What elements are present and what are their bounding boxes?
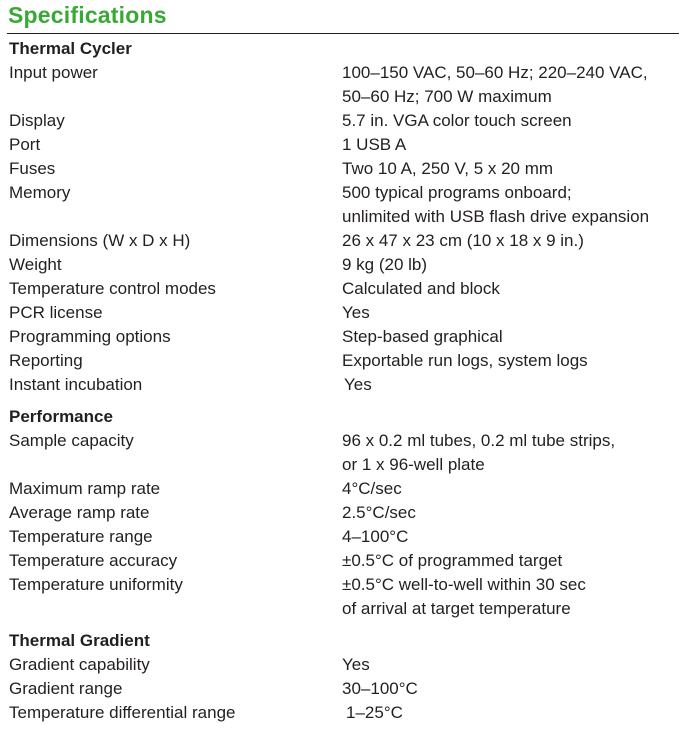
spec-label: Weight bbox=[9, 255, 62, 274]
title-divider bbox=[7, 33, 679, 34]
spec-label: Sample capacity bbox=[9, 431, 134, 450]
spec-label: Temperature differential range bbox=[9, 703, 236, 722]
spec-value-line: 9 kg (20 lb) bbox=[342, 255, 428, 274]
spec-value bbox=[342, 157, 553, 181]
spec-value-line: Yes bbox=[344, 375, 372, 394]
spec-label: Display bbox=[9, 111, 65, 130]
spec-value bbox=[342, 301, 370, 325]
spec-value bbox=[342, 429, 615, 477]
spec-label: Temperature control modes bbox=[9, 279, 216, 298]
spec-label: Dimensions (W x D x H) bbox=[9, 231, 191, 250]
spec-value-line: ±0.5°C of programmed target bbox=[342, 551, 563, 570]
spec-value-line: 30–100°C bbox=[342, 679, 418, 698]
spec-value bbox=[342, 549, 562, 573]
section-heading-thermal-gradient: Thermal Gradient bbox=[9, 631, 150, 650]
spec-value bbox=[344, 373, 372, 397]
spec-label: Reporting bbox=[9, 351, 83, 370]
spec-value-line: Calculated and block bbox=[342, 279, 500, 298]
spec-value-line: of arrival at target temperature bbox=[342, 599, 571, 618]
spec-value bbox=[342, 677, 418, 701]
page-title: Specifications bbox=[8, 2, 167, 28]
spec-value-line: Step-based graphical bbox=[342, 327, 503, 346]
spec-value bbox=[342, 525, 408, 549]
spec-value bbox=[342, 253, 427, 277]
spec-value bbox=[342, 181, 649, 229]
spec-value bbox=[342, 277, 500, 301]
spec-label: Temperature accuracy bbox=[9, 551, 178, 570]
spec-value-line: 1 USB A bbox=[342, 135, 407, 154]
spec-label: Programming options bbox=[9, 327, 171, 346]
spec-label: Maximum ramp rate bbox=[9, 479, 161, 498]
spec-label: Fuses bbox=[9, 159, 56, 178]
spec-label: PCR license bbox=[9, 303, 103, 322]
spec-label: Gradient range bbox=[9, 679, 123, 698]
spec-value bbox=[342, 653, 370, 677]
spec-value-line: unlimited with USB flash drive expansion bbox=[342, 207, 650, 226]
spec-value-line: 4–100°C bbox=[342, 527, 409, 546]
spec-value-line: Two 10 A, 250 V, 5 x 20 mm bbox=[342, 159, 554, 178]
spec-value-line: Yes bbox=[342, 303, 370, 322]
spec-value-line: 5.7 in. VGA color touch screen bbox=[342, 111, 572, 130]
section-heading-performance: Performance bbox=[9, 407, 113, 426]
spec-value-line: ±0.5°C well-to-well within 30 sec bbox=[342, 575, 586, 594]
spec-value bbox=[342, 349, 588, 373]
spec-value bbox=[346, 701, 403, 725]
spec-label: Temperature uniformity bbox=[9, 575, 183, 594]
spec-value bbox=[342, 573, 586, 621]
spec-value-line: 4°C/sec bbox=[342, 479, 402, 498]
spec-value-line: 2.5°C/sec bbox=[342, 503, 416, 522]
spec-label: Average ramp rate bbox=[9, 503, 150, 522]
spec-label: Port bbox=[9, 135, 41, 154]
spec-value-line: or 1 x 96-well plate bbox=[342, 455, 485, 474]
spec-label: Gradient capability bbox=[9, 655, 150, 674]
spec-value bbox=[342, 61, 648, 109]
section-heading-thermal-cycler: Thermal Cycler bbox=[9, 39, 132, 58]
spec-value-line: 1–25°C bbox=[346, 703, 403, 722]
spec-label: Memory bbox=[9, 183, 71, 202]
spec-value-line: 26 x 47 x 23 cm (10 x 18 x 9 in.) bbox=[342, 231, 584, 250]
spec-value bbox=[342, 109, 572, 133]
spec-value bbox=[342, 477, 402, 501]
spec-value-line: 50–60 Hz; 700 W maximum bbox=[342, 87, 552, 106]
spec-value-line: 100–150 VAC, 50–60 Hz; 220–240 VAC, bbox=[342, 63, 648, 82]
spec-value-line: 500 typical programs onboard; bbox=[342, 183, 572, 202]
spec-value-line: Exportable run logs, system logs bbox=[342, 351, 588, 370]
spec-value bbox=[342, 501, 416, 525]
spec-value-line: 96 x 0.2 ml tubes, 0.2 ml tube strips, bbox=[342, 431, 616, 450]
spec-label: Input power bbox=[9, 63, 98, 82]
spec-label: Temperature range bbox=[9, 527, 153, 546]
spec-label: Instant incubation bbox=[9, 375, 143, 394]
spec-value bbox=[342, 133, 406, 157]
spec-value bbox=[342, 229, 584, 253]
spec-value bbox=[342, 325, 503, 349]
spec-value-line: Yes bbox=[342, 655, 370, 674]
